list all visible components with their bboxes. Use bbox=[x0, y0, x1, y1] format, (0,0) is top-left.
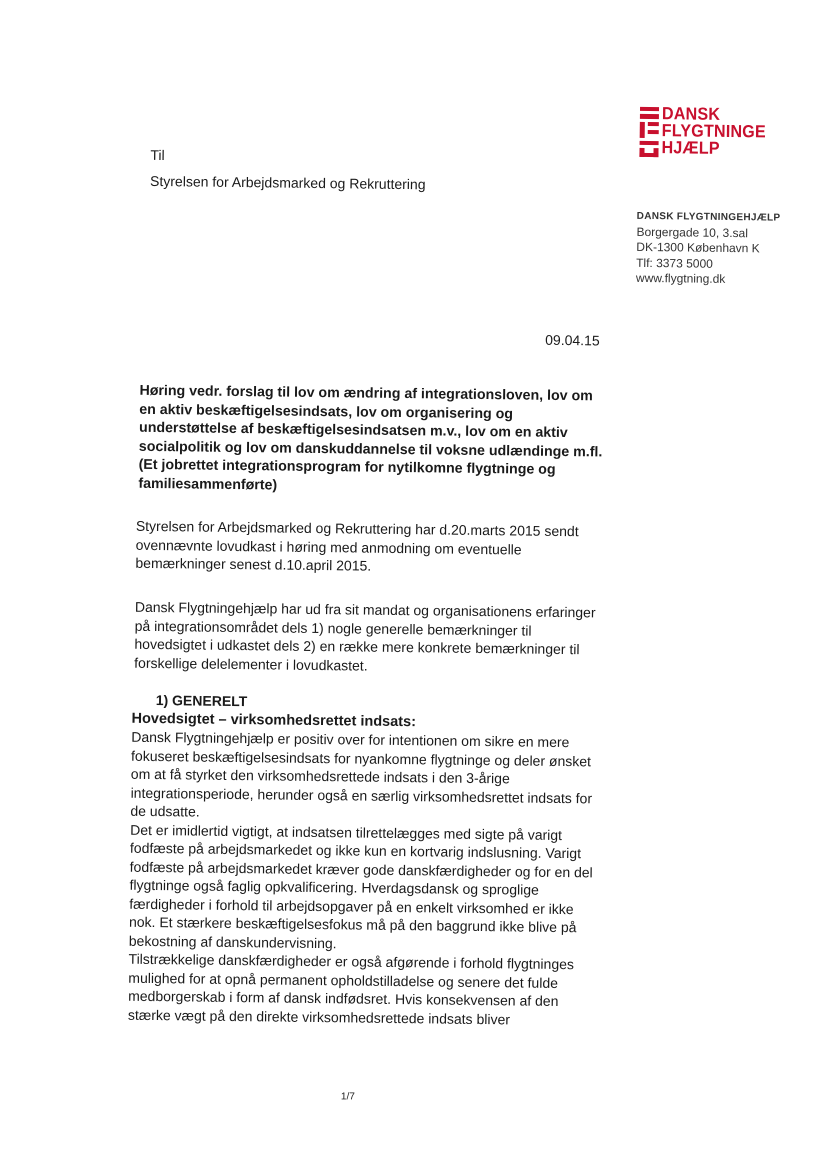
sender-name: DANSK FLYGTNINGEHJÆLP bbox=[636, 210, 781, 224]
logo-line-2: FLYGTNINGE bbox=[661, 120, 766, 142]
section-paragraph-3: Tilstrækkelige danskfærdigheder er også afgørende i forhold flygtninges mulighed for at opnå permanent opholdstilladelse og senere det fulde medborgerskab i form af dansk indfødsret. Hvis konsekvensen af den stærke vægt på den direkte virksomhedsrettede indsats bliver bbox=[127, 950, 575, 1027]
recipient-block bbox=[150, 142, 426, 197]
section-heading: 1) GENERELT bbox=[155, 692, 248, 710]
logo-line-3: HJÆLP bbox=[661, 137, 720, 158]
page-number: 1/7 bbox=[340, 1091, 355, 1103]
mandate-paragraph: Dansk Flygtningehjælp har ud fra sit mandat og organisationens erfaringer på integrationsområdet dels 1) nogle generelle bemærkninger til hovedsigtet i udkastet dels 2) en række mere konkrete bemærkninger til forskellige delelementer i lovudkastet. bbox=[134, 598, 596, 674]
recipient-name: Styrelsen for Arbejdsmarked og Rekruttering bbox=[150, 172, 426, 193]
sender-phone: Tlf: 3373 5000 bbox=[636, 255, 713, 271]
logo-line-1: DANSK bbox=[661, 103, 721, 124]
sender-website: www.flygtning.dk bbox=[635, 270, 726, 286]
recipient-to: Til bbox=[150, 146, 165, 164]
sender-address-line-1: Borgergade 10, 3.sal bbox=[636, 224, 749, 240]
section-paragraph-2: Det er imidlertid vigtigt, at indsatsen tilrettelægges med sigte på varigt fodfæste på arbejdsmarkedet og ikke kun en kortvarig indslusning. Varigt fodfæste på arbejdsmarkedet kræver gode danskfærdigheder og for en del flygtninge også faglig opkvalificering. Hverdagsdansk og sproglige færdigheder i forhold til arbejdsopgaver på en enkelt virksomhed er ikke nok. Et stærkere beskæftigelsesfokus må på den baggrund ikke blive på bekostning af danskundervisning. bbox=[128, 821, 593, 951]
sender-address-block bbox=[636, 209, 781, 288]
subject-heading: Høring vedr. forslag til lov om ændring af integrationsloven, lov om en aktiv beskæftigelsesindsats, lov om organisering og understøttelse af beskæftigelsesindsatsen m.v., lov om en aktiv socialpolitik og lov om danskuddannelse til voksne udlændinge m.fl. (Et jobrettet integrationsprogram for nytilkomne flygtninge og familiesammenførte) bbox=[138, 382, 603, 493]
dfh-logo-text bbox=[661, 105, 766, 157]
letter-date: 09.04.15 bbox=[545, 331, 600, 349]
section-paragraph-1: Dansk Flygtningehjælp er positiv over for intentionen om sikre en mere fokuseret beskæftigelsesindsats for nyankomne flygtninge og deler ønsket om at få styrket den virksomhedsrettede indsats i den 3-årige integrationsperiode, herunder også en særlig virksomhedsrettet indsats for de udsatte. bbox=[130, 728, 593, 820]
section-subheading: Hovedsigtet – virksomhedsrettet indsats: bbox=[131, 710, 417, 730]
dfh-logo-mark-icon bbox=[639, 107, 659, 157]
dfh-logo bbox=[639, 103, 790, 163]
intro-paragraph: Styrelsen for Arbejdsmarked og Rekruttering har d.20.marts 2015 sendt ovennævnte lovudkast i høring med anmodning om eventuelle bemærkninger senest d.10.april 2015. bbox=[135, 517, 579, 574]
sender-address-line-2: DK-1300 København K bbox=[636, 239, 760, 256]
section-general bbox=[128, 691, 602, 1030]
